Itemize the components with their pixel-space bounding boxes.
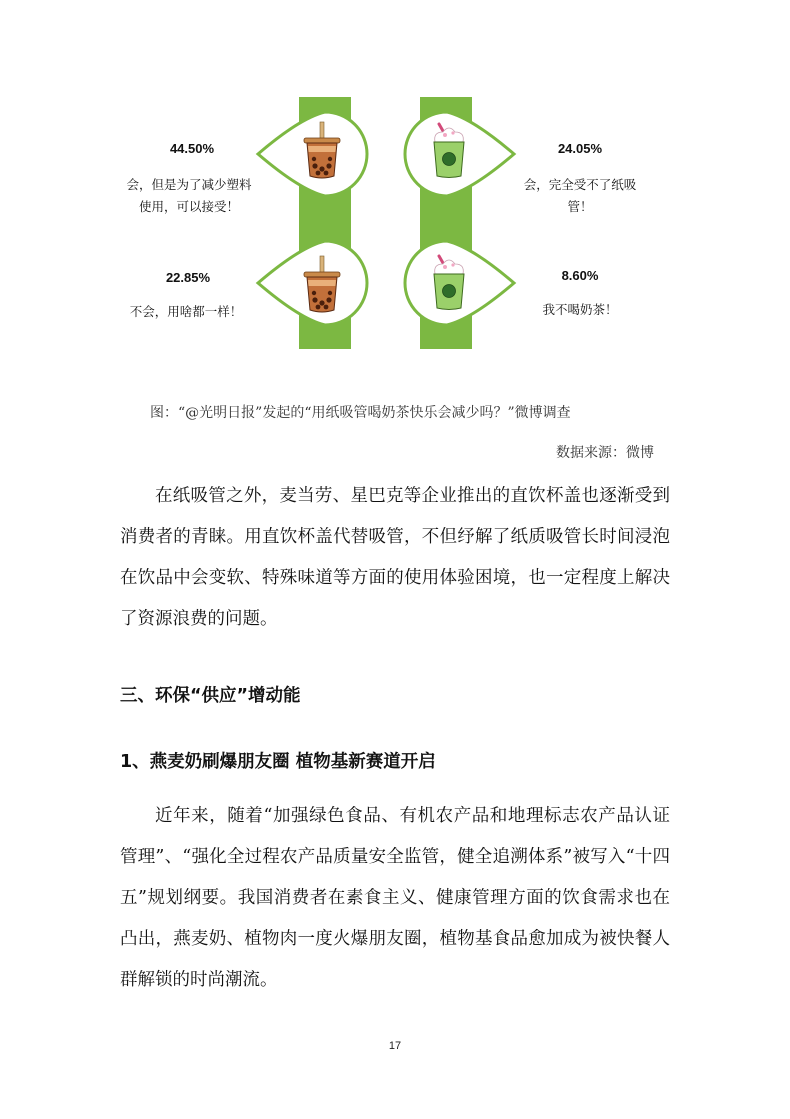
stat-percent: 8.60%	[561, 268, 599, 283]
stat-label: 不会，用啥都一样！	[129, 304, 243, 319]
data-source: 数据来源：微博	[556, 445, 654, 461]
page-number: 17	[388, 1040, 402, 1052]
stat-label: 我不喝奶茶！	[542, 302, 618, 317]
stat-percent: 24.05%	[557, 141, 603, 156]
body-paragraph: 近年来，随着“加强绿色食品、有机农产品和地理标志农产品认证管理”、“强化全过程农产品质量安全监管，健全追溯体系”被写入“十四五”规划纲要。我国消费者在素食主义、健康管理方面的饮食需求也在凸出，燕麦奶、植物肉一度火爆朋友圈，植物基食品愈加成为被快餐人群解锁的时尚潮流。	[120, 806, 670, 990]
subsection-heading: 1、燕麦奶刷爆朋友圈 植物基新赛道开启	[120, 752, 436, 772]
figure-caption: 图：“@光明日报”发起的“用纸吸管喝奶茶快乐会减少吗？”微博调查	[150, 405, 571, 421]
survey-infographic	[0, 0, 790, 380]
stat-label: 会，但是为了减少塑料使用，可以接受！	[126, 177, 252, 214]
bubbles-layer	[0, 0, 790, 380]
body-paragraph: 在纸吸管之外，麦当劳、星巴克等企业推出的直饮杯盖也逐渐受到消费者的青睐。用直饮杯盖代替吸管，不但纾解了纸质吸管长时间浸泡在饮品中会变软、特殊味道等方面的使用体验困境，也一定程度上解决了资源浪费的问题。	[120, 486, 670, 629]
stat-label: 会，完全受不了纸吸管！	[523, 177, 637, 214]
stat-percent: 22.85%	[165, 270, 211, 285]
stat-percent: 44.50%	[169, 141, 215, 156]
section-heading: 三、环保“供应”增动能	[120, 686, 301, 706]
